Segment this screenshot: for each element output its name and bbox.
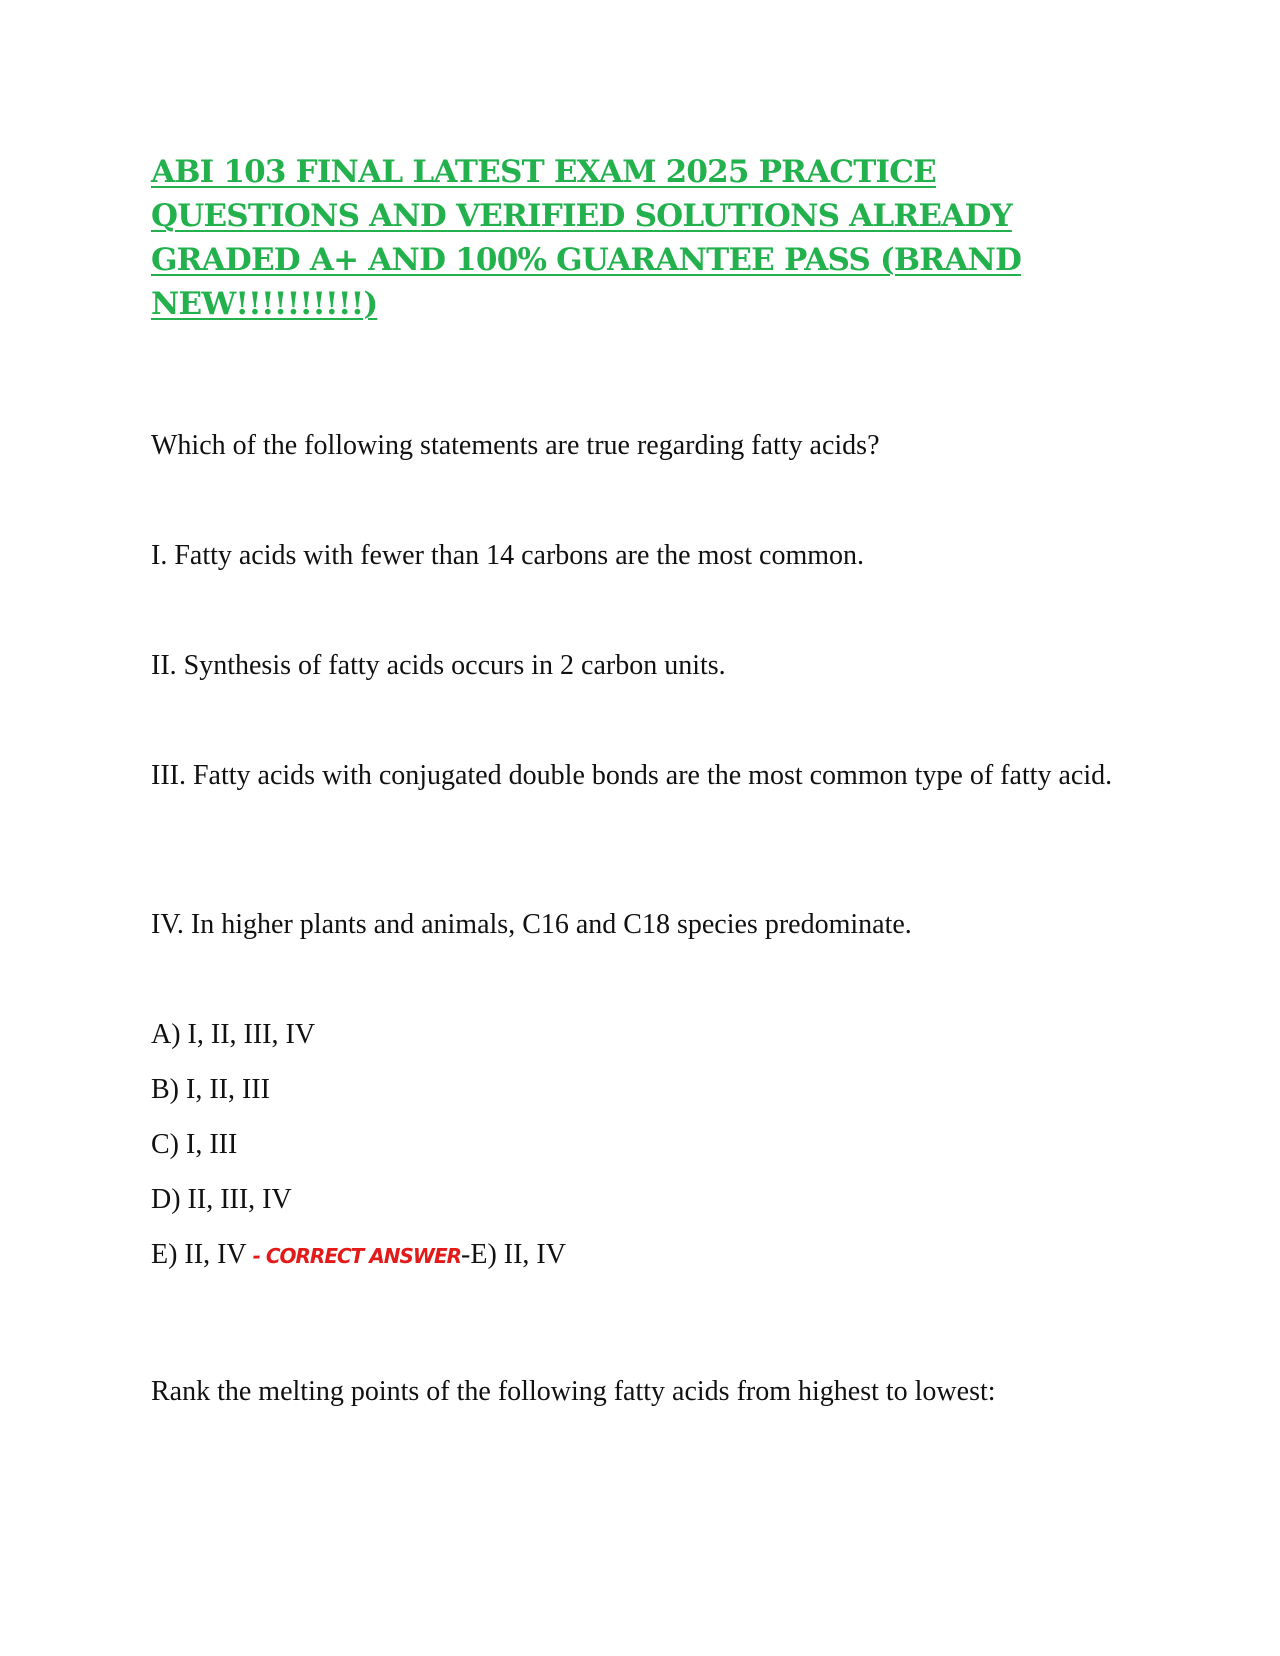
- option-e-row: [151, 1235, 566, 1276]
- correct-answer-label: - CORRECT ANSWER: [246, 1244, 462, 1268]
- option-a: A) I, II, III, IV: [151, 1019, 316, 1050]
- statement-1: I. Fatty acids with fewer than 14 carbons are the most common.: [151, 540, 865, 571]
- statement-3: III. Fatty acids with conjugated double bonds are the most common type of fatty acid.: [151, 760, 1113, 791]
- option-c: C) I, III: [151, 1129, 238, 1160]
- option-e: E) II, IV: [151, 1239, 247, 1270]
- option-d: D) II, III, IV: [151, 1184, 292, 1215]
- document-title: ABI 103 FINAL LATEST EXAM 2025 PRACTICE QUESTIONS AND VERIFIED SOLUTIONS ALREADY GRADED A+ AND 100% GUARANTEE PASS (BRAND NEW!!!!!!!!!!): [151, 154, 1022, 322]
- question-2-prompt: Rank the melting points of the following fatty acids from highest to lowest:: [151, 1376, 996, 1407]
- option-b: B) I, II, III: [151, 1074, 270, 1105]
- statement-4: IV. In higher plants and animals, C16 and C18 species predominate.: [151, 909, 912, 940]
- statement-2: II. Synthesis of fatty acids occurs in 2 carbon units.: [151, 650, 726, 681]
- question-1-prompt: Which of the following statements are true regarding fatty acids?: [151, 430, 880, 461]
- correct-answer-value: -E) II, IV: [461, 1239, 566, 1270]
